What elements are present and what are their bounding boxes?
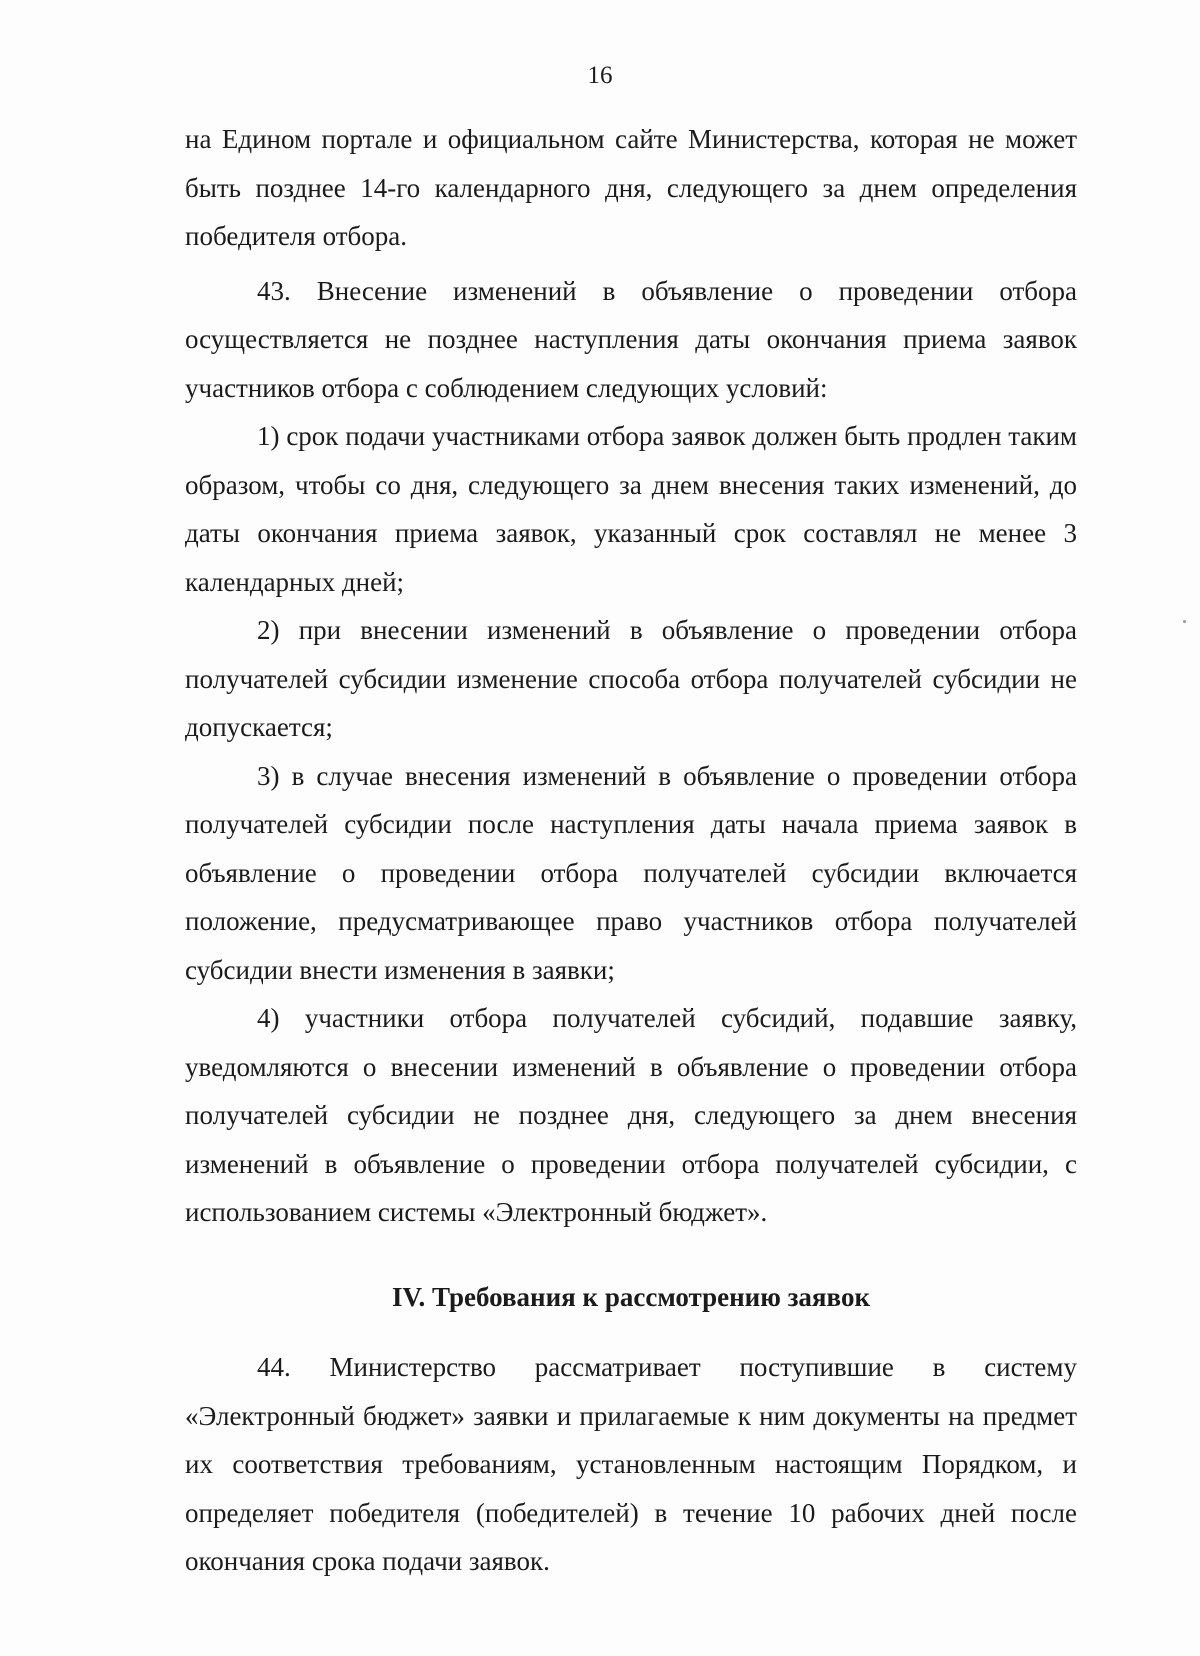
paragraph-43-item-2: 2) при внесении изменений в объявление о проведении отбора получателей субсидии изменение способа отбора получателей субсидии не допускается; [185,615,1077,742]
paragraph-43-item-3: 3) в случае внесения изменений в объявление о проведении отбора получателей субсидии после наступления даты начала приема заявок в объявление о проведении отбора получателей субсидии включается положение, предусматривающее право участников отбора получателей субсидии внести изменения в заявки; [185,760,1077,985]
paragraph-43: 43. Внесение изменений в объявление о проведении отбора осуществляется не позднее наступления даты окончания приема заявок участников отбора с соблюдением следующих условий: [185,275,1077,403]
paragraph-intro: на Едином портале и официальном сайте Министерства, которая не может быть позднее 14-го календарного дня, следующего за днем определения победителя отбора. [185,124,1077,251]
scan-speck [1183,620,1186,623]
section-heading: IV. Требования к рассмотрению заявок [392,1281,870,1312]
paragraph-43-item-1: 1) срок подачи участниками отбора заявок должен быть продлен таким образом, чтобы со дня, следующего за днем внесения таких изменений, до даты окончания приема заявок, указанный срок составлял не менее 3 календарных дней; [185,421,1077,597]
paragraph-44: 44. Министерство рассматривает поступившие в систему «Электронный бюджет» заявки и прилагаемые к ним документы на предмет их соответствия требованиям, установленным настоящим Порядком, и определяет победителя (победителей) в течение 10 рабочих дней после окончания срока подачи заявок. [185,1352,1077,1576]
paragraph-43-item-4: 4) участники отбора получателей субсидий, подавшие заявку, уведомляются о внесении изменений в объявление о проведении отбора получателей субсидии не позднее дня, следующего за днем внесения изменений в объявление о проведении отбора получателей субсидии, с использованием системы «Электронный бюджет». [185,1003,1077,1227]
document-body [185,115,1077,1586]
page-number: 16 [587,62,613,89]
